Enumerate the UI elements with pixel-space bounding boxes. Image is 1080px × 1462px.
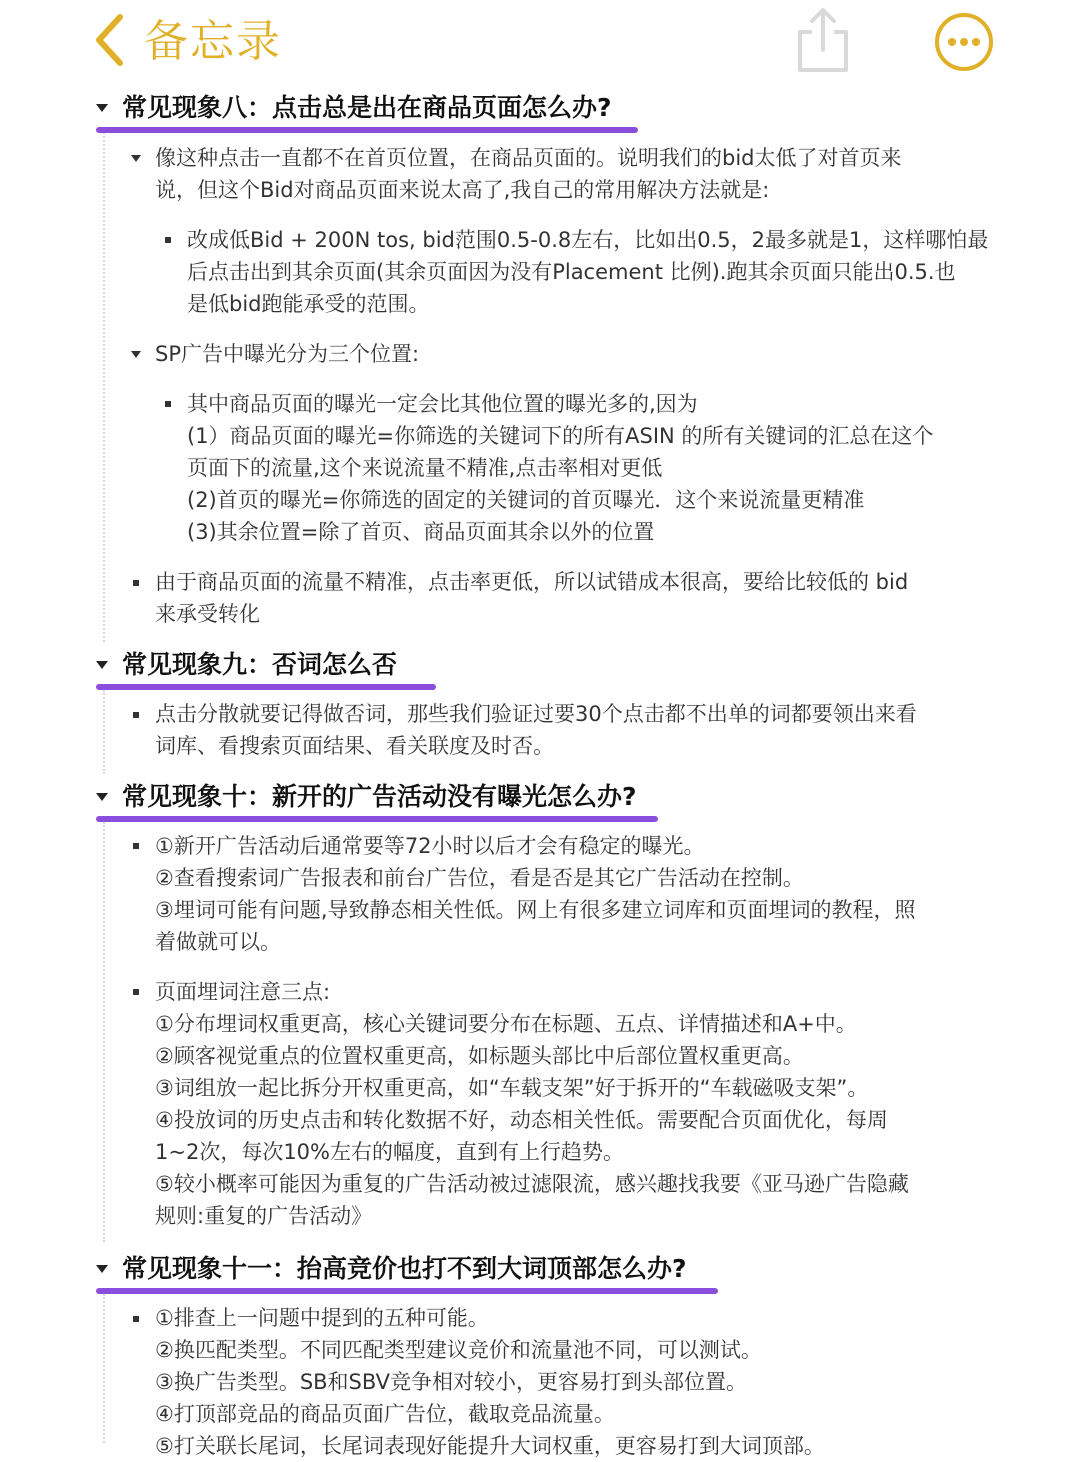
more-icon[interactable] — [934, 57, 994, 76]
chevron-left-icon[interactable] — [92, 13, 126, 71]
section-title: 常见现象十一：抬高竞价也打不到大词顶部怎么办? — [122, 1254, 687, 1283]
text-line: 来承受转化 — [155, 602, 260, 626]
text-line: ④打顶部竞品的商品页面广告位，截取竞品流量。 — [155, 1402, 615, 1426]
text-line: ①分布埋词权重更高，核心关键词要分布在标题、五点、详情描述和A+中。 — [155, 1012, 857, 1036]
text-line: ⑤打关联长尾词，长尾词表现好能提升大词权重，更容易打到大词顶部。 — [155, 1434, 825, 1458]
section-heading-11[interactable] — [96, 1249, 687, 1289]
text-line: 页面下的流量,这个来说流量不精准,点击率相对更低 — [187, 456, 663, 480]
text-line: 由于商品页面的流量不精准，点击率更低，所以试错成本很高，要给比较低的 bid — [155, 570, 909, 594]
section-heading-8[interactable] — [96, 88, 612, 128]
text-line: 说，但这个Bid对商品页面来说太高了,我自己的常用解决方法就是: — [155, 178, 770, 202]
outline-guide — [103, 1294, 105, 1443]
navigation-bar — [0, 0, 1080, 84]
list-item — [187, 388, 933, 548]
text-line: (1）商品页面的曝光=你筛选的关键词下的所有ASIN 的所有关键词的汇总在这个 — [187, 424, 934, 448]
outline-guide — [103, 822, 105, 1242]
outline-guide — [103, 690, 105, 774]
text-line: ①新开广告活动后通常要等72小时以后才会有稳定的曝光。 — [155, 834, 705, 858]
text-line: 像这种点击一直都不在首页位置，在商品页面的。说明我们的bid太低了对首页来 — [155, 146, 902, 170]
text-line: (2)首页的曝光=你筛选的固定的关键词的首页曝光．这个来说流量更精准 — [187, 488, 865, 512]
bullet-square-icon — [165, 401, 171, 407]
text-line: 改成低Bid + 200N tos, bid范围0.5-0.8左右，比如出0.5，2最多就是1，这样哪怕最 — [187, 228, 989, 252]
bullet-square-icon — [133, 1316, 139, 1322]
list-item — [155, 142, 902, 206]
text-line: ③词组放一起比拆分开权重更高，如“车载支架”好于拆开的“车载磁吸支架”。 — [155, 1076, 869, 1100]
more-button[interactable] — [934, 12, 994, 72]
text-line: ④投放词的历史点击和转化数据不好，动态相关性低。需要配合页面优化，每周 — [155, 1108, 888, 1132]
bullet-square-icon — [133, 989, 139, 995]
bullet-square-icon — [133, 712, 139, 718]
back-label[interactable]: 备忘录 — [144, 16, 282, 67]
highlight-underline — [96, 1288, 718, 1294]
text-line: 后点击出到其余页面(其余页面因为没有Placement 比例).跑其余页面只能出0.5.也 — [187, 260, 956, 284]
disclosure-triangle-icon[interactable] — [96, 793, 108, 801]
highlight-underline — [96, 816, 658, 822]
text-line: ③换广告类型。SB和SBV竞争相对较小，更容易打到头部位置。 — [155, 1370, 748, 1394]
disclosure-triangle-icon[interactable] — [96, 1265, 108, 1273]
text-line: SP广告中曝光分为三个位置: — [155, 342, 420, 366]
section-heading-9[interactable] — [96, 645, 397, 685]
section-title: 常见现象八：点击总是出在商品页面怎么办? — [122, 93, 612, 122]
list-item — [155, 830, 916, 958]
bullet-square-icon — [133, 580, 139, 586]
text-line: ②换匹配类型。不同匹配类型建议竞价和流量池不同，可以测试。 — [155, 1338, 762, 1362]
share-button[interactable] — [792, 6, 854, 74]
disclosure-triangle-icon[interactable] — [96, 104, 108, 112]
text-line: 1~2次，每次10%左右的幅度，直到有上行趋势。 — [155, 1140, 624, 1164]
list-item — [155, 1302, 825, 1462]
text-line: ②顾客视觉重点的位置权重更高，如标题头部比中后部位置权重更高。 — [155, 1044, 804, 1068]
text-line: 词库、看搜索页面结果、看关联度及时否。 — [155, 734, 554, 758]
bullet-triangle-icon[interactable] — [131, 155, 141, 162]
section-title: 常见现象九：否词怎么否 — [122, 650, 398, 679]
text-line: 其中商品页面的曝光一定会比其他位置的曝光多的,因为 — [187, 392, 698, 416]
highlight-underline — [96, 684, 436, 690]
text-line: ③埋词可能有问题,导致静态相关性低。网上有很多建立词库和页面埋词的教程，照 — [155, 898, 916, 922]
list-item — [155, 698, 917, 762]
disclosure-triangle-icon[interactable] — [96, 661, 108, 669]
bullet-triangle-icon[interactable] — [131, 351, 141, 358]
list-item — [155, 976, 909, 1232]
section-title: 常见现象十：新开的广告活动没有曝光怎么办? — [122, 782, 637, 811]
outline-guide — [103, 132, 105, 642]
share-icon[interactable] — [792, 59, 854, 78]
highlight-underline — [96, 127, 638, 133]
text-line: ①排查上一问题中提到的五种可能。 — [155, 1306, 489, 1330]
bullet-square-icon — [165, 237, 171, 243]
bullet-square-icon — [133, 843, 139, 849]
text-line: 着做就可以。 — [155, 930, 281, 954]
text-line: ②查看搜索词广告报表和前台广告位，看是否是其它广告活动在控制。 — [155, 866, 804, 890]
text-line: (3)其余位置=除了首页、商品页面其余以外的位置 — [187, 520, 655, 544]
text-line: 规则:重复的广告活动》 — [155, 1204, 373, 1228]
text-line: 点击分散就要记得做否词，那些我们验证过要30个点击都不出单的词都要领出来看 — [155, 702, 917, 726]
text-line: 页面埋词注意三点: — [155, 980, 331, 1004]
list-item — [187, 224, 988, 320]
back-button[interactable] — [92, 14, 282, 70]
text-line: 是低bid跑能承受的范围。 — [187, 292, 430, 316]
list-item — [155, 338, 419, 370]
list-item — [155, 566, 908, 630]
section-heading-10[interactable] — [96, 777, 637, 817]
text-line: ⑤较小概率可能因为重复的广告活动被过滤限流，感兴趣找我要《亚马逊广告隐藏 — [155, 1172, 909, 1196]
